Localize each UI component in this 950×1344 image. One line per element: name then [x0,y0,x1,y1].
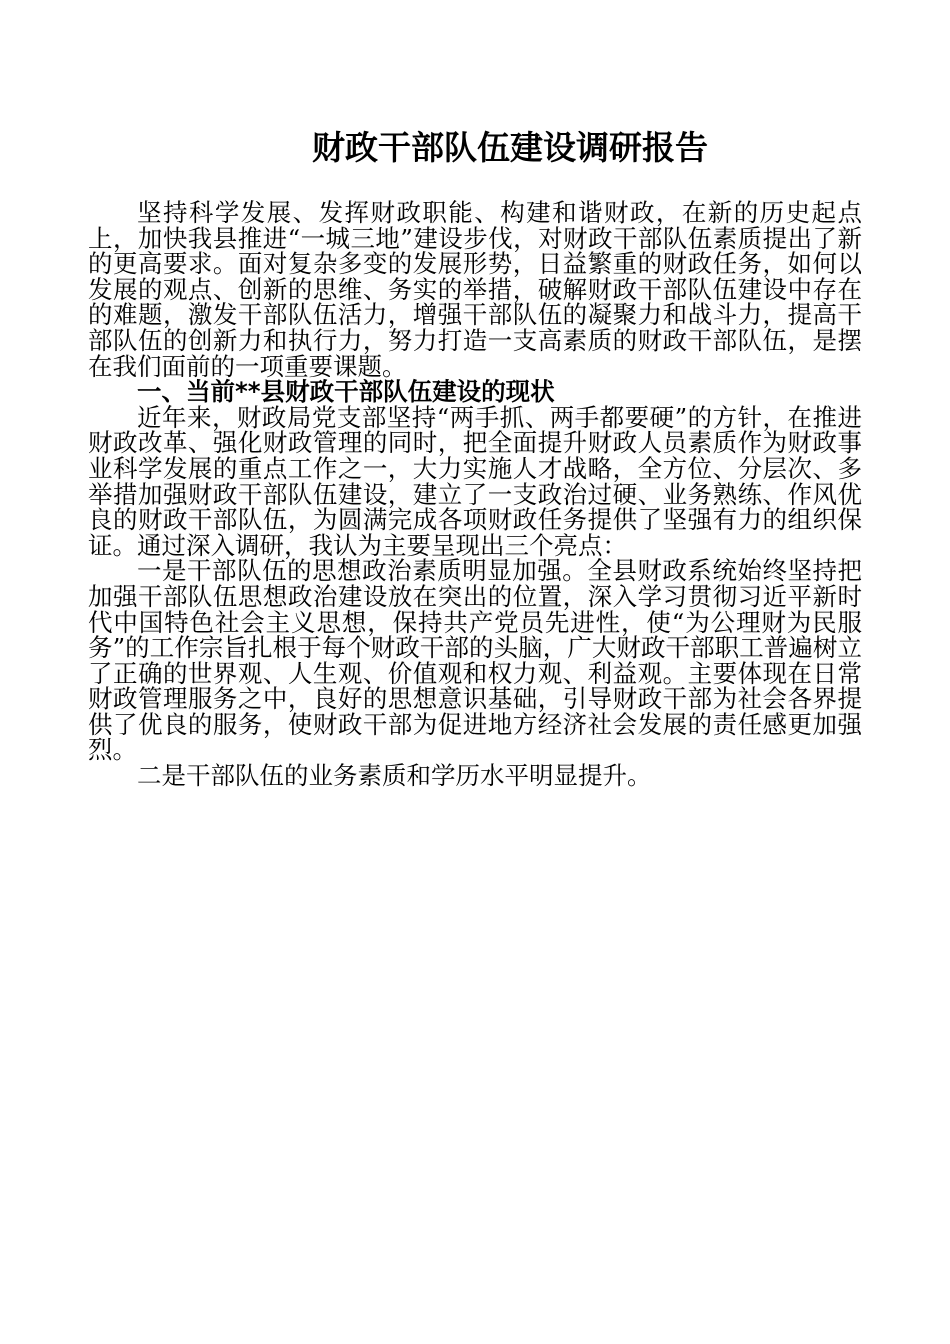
paragraph-point-2: 二是干部队伍的业务素质和学历水平明显提升。 [137,761,652,791]
paragraph-intro: 坚持科学发展、发挥财政职能、构建和谐财政，在新的历史起点上，加快我县推进“一城三地”建设步伐，对财政干部队伍素质提出了新的更高要求。面对复杂多变的发展形势，日益繁重的财政任务，如何以发展的观点、创新的思维、务实的举措，破解财政干部队伍建设中存在的难题，激发干部队伍活力，增强干部队伍的凝聚力和战斗力，提高干部队伍的创新力和执行力，努力打造一支高素质的财政干部队伍，是摆在我们面前的一项重要课题。 [88,198,862,381]
paragraph-status: 近年来，财政局党支部坚持“两手抓、两手都要硬”的方针，在推进财政改革、强化财政管理的同时，把全面提升财政人员素质作为财政事业科学发展的重点工作之一，大力实施人才战略，全方位、分层次、多举措加强财政干部队伍建设，建立了一支政治过硬、业务熟练、作风优良的财政干部队伍，为圆满完成各项财政任务提供了坚强有力的组织保证。通过深入调研，我认为主要呈现出三个亮点： [88,402,862,560]
document-body [88,200,862,789]
section-heading-1: 一、当前**县财政干部队伍建设的现状 [137,377,555,407]
document-title: 财政干部队伍建设调研报告 [312,128,708,167]
paragraph-point-1: 一是干部队伍的思想政治素质明显加强。全县财政系统始终坚持把加强干部队伍思想政治建设放在突出的位置，深入学习贯彻习近平新时代中国特色社会主义思想，保持共产党员先进性，使“为公理财为民服务”的工作宗旨扎根于每个财政干部的头脑，广大财政干部职工普遍树立了正确的世界观、人生观、价值观和权力观、利益观。主要体现在日常财政管理服务之中，良好的思想意识基础，引导财政干部为社会各界提供了优良的服务，使财政干部为促进地方经济社会发展的责任感更加强烈。 [88,556,862,765]
